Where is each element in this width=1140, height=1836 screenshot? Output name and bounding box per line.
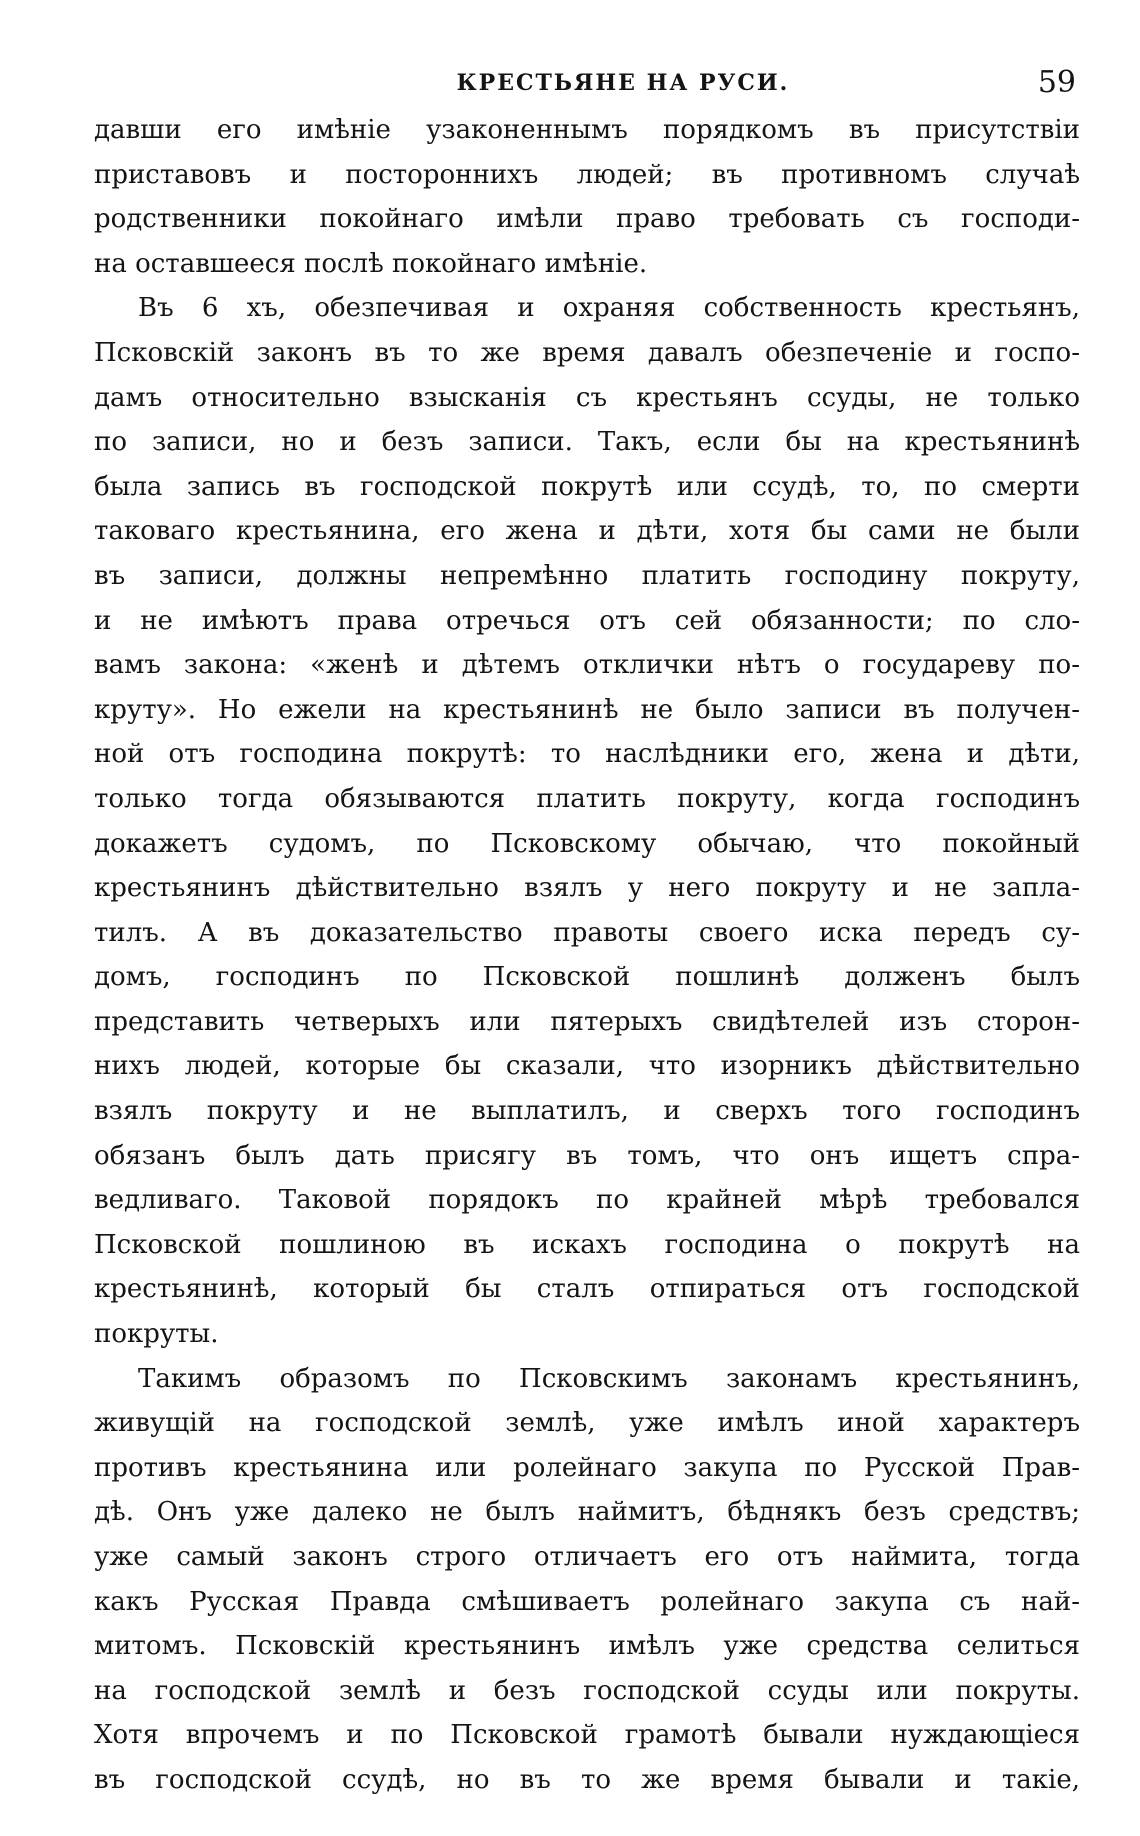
text-line: какъ Русская Правда смѣшиваетъ ролейнаго закупа съ най- [94, 1586, 1080, 1617]
text-line: представить четверыхъ или пятерыхъ свидѣтелей изъ сторон- [94, 1006, 1080, 1037]
text-line: и не имѣютъ права отречься отъ сей обязанности; по сло- [94, 605, 1080, 636]
text-line: по записи, но и безъ записи. Такъ, если бы на крестьянинѣ [94, 427, 1080, 458]
text-line: живущій на господской землѣ, уже имѣлъ иной характеръ [94, 1408, 1080, 1439]
text-line: взялъ покруту и не выплатилъ, и сверхъ того господинъ [94, 1096, 1080, 1127]
text-line: вамъ закона: «женѣ и дѣтемъ отклички нѣтъ о государеву по- [94, 650, 1080, 681]
text-line: противъ крестьянина или ролейнаго закупа по Русской Прав- [94, 1452, 1080, 1483]
running-title: КРЕСТЬЯНЕ НА РУСИ. [456, 70, 790, 96]
body-text [94, 108, 1080, 1803]
running-head [96, 58, 1080, 108]
text-line: въ записи, должны непремѣнно платить господину покруту, [94, 560, 1080, 591]
text-line: крестьянинѣ, который бы сталъ отпираться отъ господской [94, 1274, 1080, 1305]
text-line: тилъ. А въ доказательство правоты своего иска передъ су- [94, 917, 1080, 948]
text-line: Псковскій законъ въ то же время давалъ обезпеченіе и госпо- [94, 337, 1080, 368]
text-line: домъ, господинъ по Псковской пошлинѣ долженъ былъ [94, 962, 1080, 993]
text-line: Въ 6 хъ, обезпечивая и охраняя собственность крестьянъ, [138, 293, 1080, 324]
text-line: была запись въ господской покрутѣ или ссудѣ, то, по смерти [94, 471, 1080, 502]
text-line: ной отъ господина покрутѣ: то наслѣдники его, жена и дѣти, [94, 739, 1080, 770]
text-line: Такимъ образомъ по Псковскимъ законамъ крестьянинъ, [138, 1363, 1080, 1394]
text-line: покруты. [94, 1319, 219, 1350]
text-line: докажетъ судомъ, по Псковскому обычаю, что покойный [94, 828, 1080, 859]
text-line: дѣ. Онъ уже далеко не былъ наймитъ, бѣднякъ безъ средствъ; [94, 1497, 1080, 1528]
text-line: давши его имѣніе узаконеннымъ порядкомъ въ присутствіи [94, 115, 1080, 145]
text-line: обязанъ былъ дать присягу въ томъ, что онъ ищетъ спра- [94, 1140, 1080, 1171]
text-line: на оставшееся послѣ покойнаго имѣніе. [94, 248, 648, 279]
text-line: въ господской ссудѣ, но въ то же время бывали и такіе, [94, 1764, 1080, 1795]
text-line: нихъ людей, которые бы сказали, что изорникъ дѣйствительно [94, 1051, 1080, 1082]
text-line: уже самый законъ строго отличаетъ его отъ наймита, тогда [94, 1542, 1080, 1572]
text-line: митомъ. Псковскій крестьянинъ имѣлъ уже средства селиться [94, 1631, 1080, 1662]
text-line: дамъ относительно взысканія съ крестьянъ ссуды, не только [94, 382, 1080, 413]
page-number: 59 [1037, 65, 1076, 100]
text-line: родственники покойнаго имѣли право требовать съ господи- [94, 204, 1080, 235]
text-line: только тогда обязываются платить покруту, когда господинъ [94, 783, 1080, 814]
text-line: Псковской пошлиною въ искахъ господина о покрутѣ на [94, 1229, 1080, 1260]
text-line: Хотя впрочемъ и по Псковской грамотѣ бывали нуждающіеся [94, 1720, 1080, 1751]
text-line: на господской землѣ и безъ господской ссуды или покруты. [94, 1675, 1080, 1706]
text-line: круту». Но ежели на крестьянинѣ не было записи въ получен- [94, 694, 1080, 725]
text-line: крестьянинъ дѣйствительно взялъ у него покруту и не запла- [94, 873, 1080, 904]
text-line: приставовъ и постороннихъ людей; въ противномъ случаѣ [94, 159, 1080, 190]
text-line: таковаго крестьянина, его жена и дѣти, хотя бы сами не были [94, 516, 1080, 547]
text-line: ведливаго. Таковой порядокъ по крайней мѣрѣ требовался [94, 1185, 1080, 1216]
